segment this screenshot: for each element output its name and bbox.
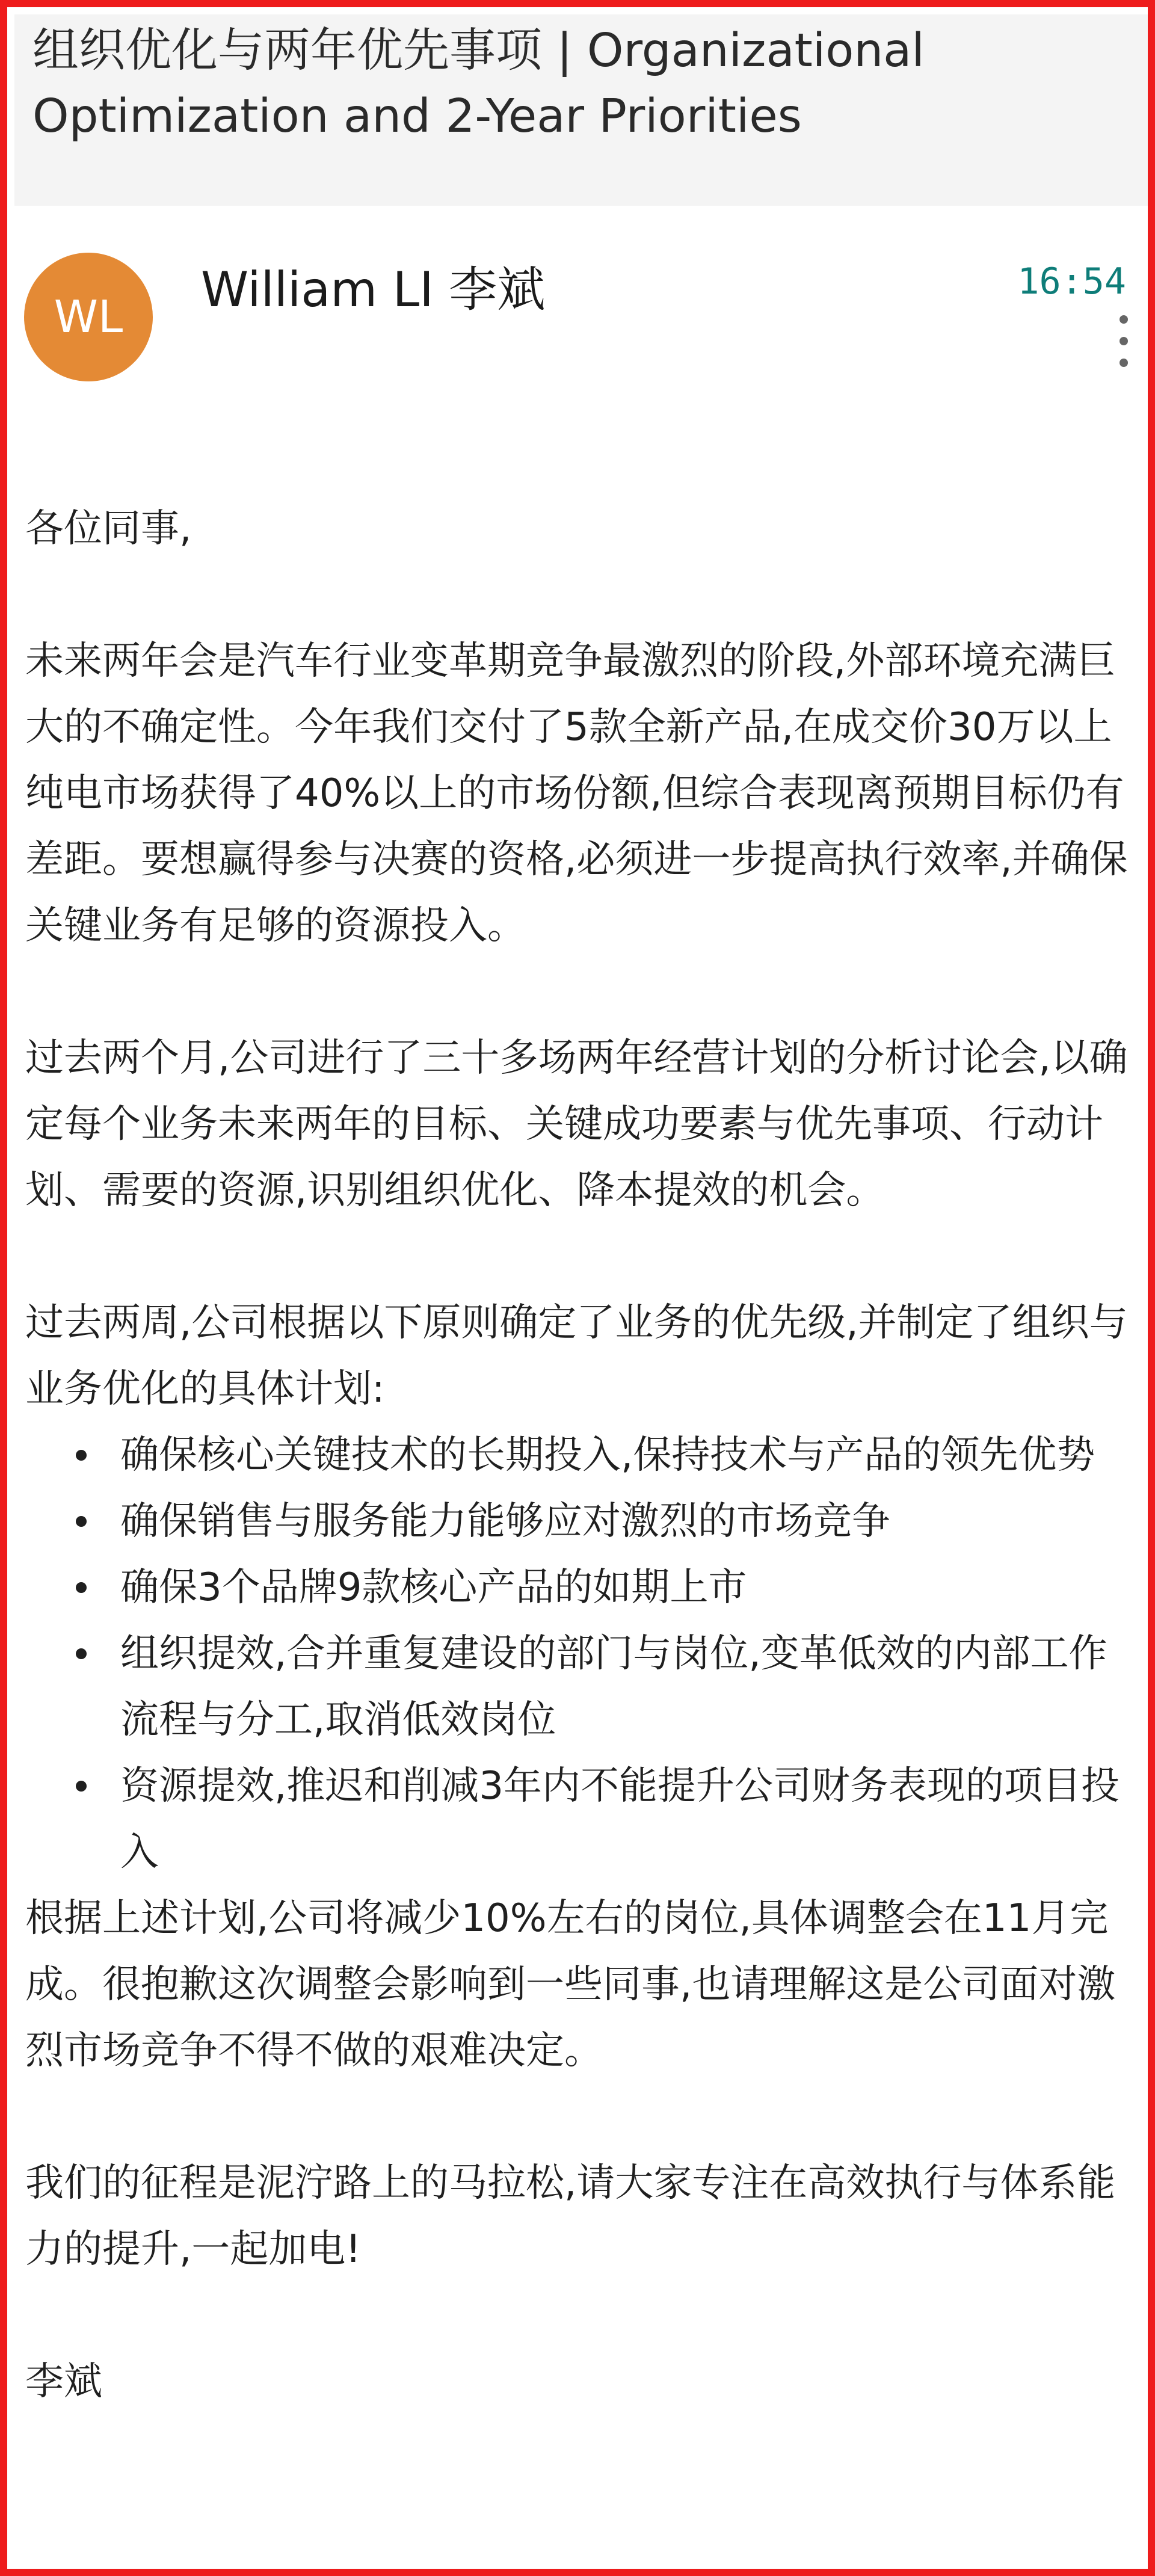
sender-avatar[interactable]: WL bbox=[24, 253, 153, 381]
more-dot bbox=[1120, 359, 1128, 367]
paragraph-5: 我们的征程是泥泞路上的马拉松,请大家专注在高效执行与体系能力的提升,一起加电! bbox=[25, 2161, 1116, 2272]
list-item: 确保核心关键技术的长期投入,保持技术与产品的领先优势 bbox=[120, 1422, 1132, 1488]
list-item: 确保3个品牌9款核心产品的如期上市 bbox=[120, 1555, 1132, 1621]
sent-time: 16:54 bbox=[1017, 260, 1126, 303]
signature: 李斌 bbox=[25, 2359, 102, 2404]
email-body bbox=[25, 496, 1132, 2415]
more-dot bbox=[1120, 337, 1128, 345]
greeting: 各位同事, bbox=[25, 507, 192, 551]
paragraph-4: 根据上述计划,公司将减少10%左右的岗位,具体调整会在11月完成。很抱歉这次调整会影响到一些同事,也请理解这是公司面对激烈市场竞争不得不做的艰难决定。 bbox=[25, 1896, 1116, 2073]
paragraph-3: 过去两周,公司根据以下原则确定了业务的优先级,并制定了组织与业务优化的具体计划: bbox=[25, 1301, 1128, 1411]
paragraph-2: 过去两个月,公司进行了三十多场两年经营计划的分析讨论会,以确定每个业务未来两年的目标、关键成功要素与优先事项、行动计划、需要的资源,识别组织优化、降本提效的机会。 bbox=[25, 1036, 1128, 1213]
paragraph-1: 未来两年会是汽车行业变革期竞争最激烈的阶段,外部环境充满巨大的不确定性。今年我们交付了5款全新产品,在成交价30万以上纯电市场获得了40%以上的市场份额,但综合表现离预期目标仍有差距。要想赢得参与决赛的资格,必须进一步提高执行效率,并确保关键业务有足够的资源投入。 bbox=[25, 639, 1128, 948]
sender-name[interactable]: William LI 李斌 bbox=[201, 262, 546, 318]
list-item: 资源提效,推迟和削减3年内不能提升公司财务表现的项目投入 bbox=[120, 1753, 1132, 1885]
more-vertical-icon[interactable] bbox=[1112, 315, 1136, 381]
more-dot bbox=[1120, 315, 1128, 324]
subject-bar bbox=[14, 14, 1155, 206]
email-subject: 组织优化与两年优先事项 | Organizational Optimization and 2-Year Priorities bbox=[32, 24, 925, 143]
list-item: 确保销售与服务能力能够应对激烈的市场竞争 bbox=[120, 1488, 1132, 1555]
list-item: 组织提效,合并重复建设的部门与岗位,变革低效的内部工作流程与分工,取消低效岗位 bbox=[120, 1621, 1132, 1753]
priority-list bbox=[25, 1422, 1132, 1885]
